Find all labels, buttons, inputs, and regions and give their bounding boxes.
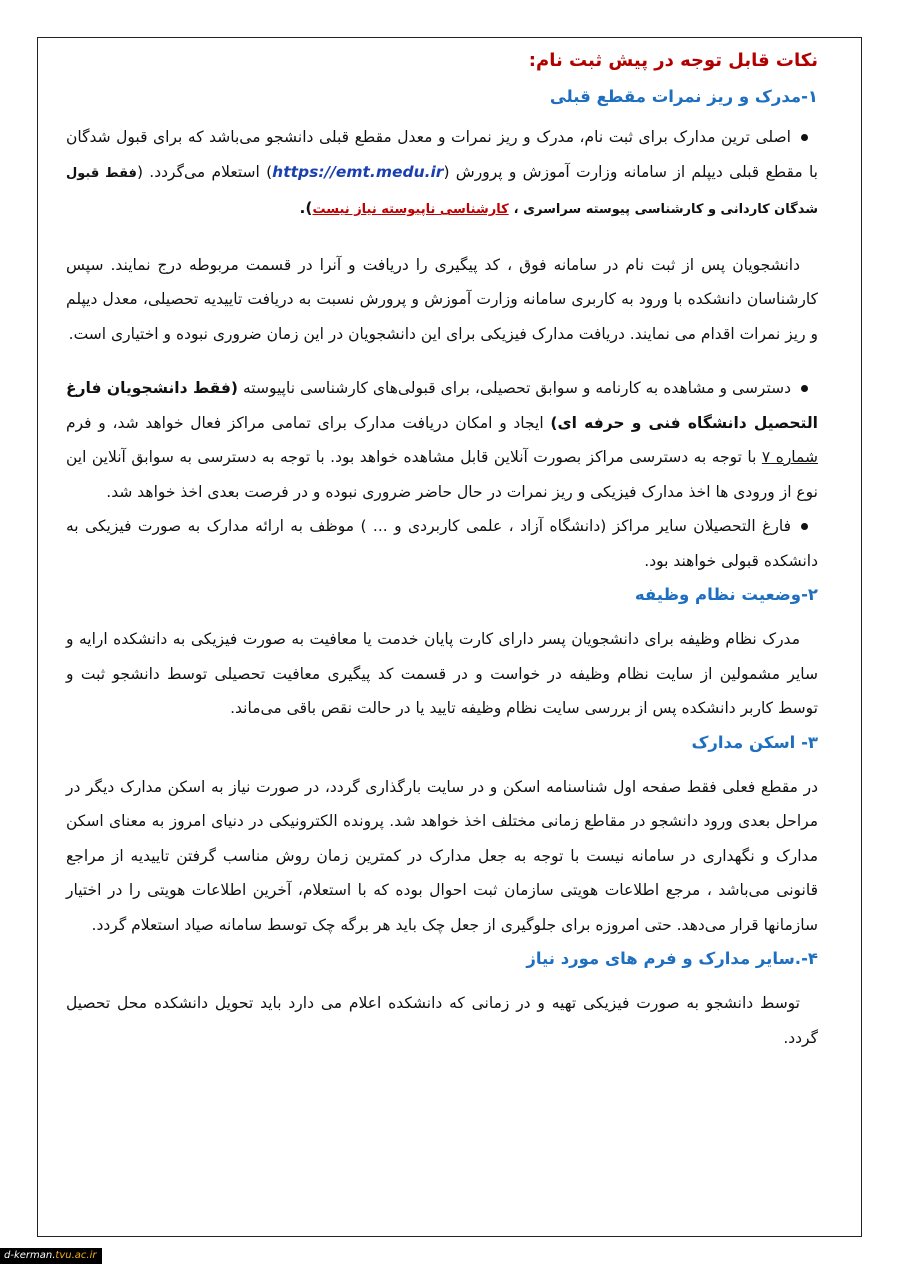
section-1-paragraph: دانشجویان پس از ثبت نام در سامانه فوق ، کد پیگیری را دریافت و آنرا در قسمت مربوطه درج نمایند. سپس کارشناسان دانشکده با ورود به کاربری سامانه وزارت آموزش و پرورش نسبت به دریافت تاییدیه تحصیلی، معدل دیپلم و ریز نمرات اقدام می نمایند. دریافت مدارک فیزیکی برای این دانشجویان در این زمان ضروری نبوده و اختیاری است. [66, 255, 818, 343]
section-1-bullet-3: فارغ التحصیلان سایر مراکز (دانشگاه آزاد ، علمی کاربردی و ... ) موظف به ارائه مدارک به صورت فیزیکی به دانشکده قبولی خواهند بود. [66, 517, 818, 570]
bullet-icon [801, 134, 808, 141]
document-body [66, 44, 818, 1055]
section-4-paragraph: توسط دانشجو به صورت فیزیکی تهیه و در زمانی که دانشکده اعلام می دارد باید تحویل دانشکده محل تحصیل گردد. [66, 994, 818, 1047]
section-3-title: ۳- اسکن مدارک [691, 732, 818, 752]
emt-link[interactable]: https://emt.medu.ir [272, 162, 444, 181]
section-2-title: ۲-وضعیت نظام وظیفه [634, 585, 818, 604]
section-2-paragraph: مدرک نظام وظیفه برای دانشجویان پسر دارای کارت پایان خدمت یا معافیت به صورت فیزیکی به دانشکده ارایه و سایر مشمولین از سایت نظام وظیفه در خواست و در قسمت کد پیگیری معافیت تحصیلی توسط دانشجو ثبت و توسط کاربر دانشکده پس از بررسی سایت نظام وظیفه تایید یا در حالت نقص باقی می‌ماند. [66, 630, 818, 717]
section-1-title: ۱-مدرک و ریز نمرات مقطع قبلی [549, 87, 818, 106]
red-note: کارشناسی ناپیوسته نیاز نیست [312, 202, 509, 217]
bullet-icon [801, 385, 808, 392]
section-1-bullet-2: دسترسی و مشاهده به کارنامه و سوابق تحصیلی، برای قبولی‌های کارشناسی ناپیوسته (فقط دانشجویان فارغ التحصیل دانشگاه فنی و حرفه ای) ایجاد و امکان دریافت مدارک برای تمامی مراکز فعال خواهد شد، و فرم شماره ۷ با توجه به دسترسی مراکز بصورت آنلاین قابل مشاهده خواهد بود. با توجه به دسترسی به سوابق آنلاین این نوع از ورودی ها اخذ مدارک فیزیکی و ریز نمرات در حال حاضر ضروری نبوده و در فرصت بعدی اخذ خواهد شد. [66, 379, 818, 501]
page-title: نکات قابل توجه در پیش ثبت نام: [528, 50, 818, 71]
section-4-title: ۴-.سایر مدارک و فرم های مورد نیاز [526, 949, 818, 968]
site-url-tag[interactable]: d-kerman.tvu.ac.ir [0, 1248, 102, 1264]
bullet-icon [801, 523, 808, 530]
section-3-paragraph: در مقطع فعلی فقط صفحه اول شناسنامه اسکن و در سایت بارگذاری گردد، در صورت نیاز به اسکن مدارک دیگر در مراحل بعدی ورود دانشجو در مقاطع زمانی مختلف اخذ خواهد شد. پرونده الکترونیکی در دنیای امروز به معنای اسکن مدارک و نگهداری در سامانه نیست با توجه به جعل مدارک در کمترین زمان روش مناسب گرفتن تاییدیه از مراجع قانونی می‌باشد ، مرجع اطلاعات هویتی سازمان ثبت احوال بوده که با استعلام، آخرین اطلاعات هویتی را در اختیار سازمانها قرار می‌دهد. حتی امروزه برای جلوگیری از جعل چک باید هر برگه چک توسط سامانه صیاد استعلام گردد. [66, 777, 818, 934]
admission-note: فقط قبول شدگان کاردانی و کارشناسی پیوسته سراسری ، [66, 165, 818, 217]
section-1-bullet-1: اصلی ترین مدارک برای ثبت نام، مدرک و ریز نمرات و معدل مقطع قبلی دانشجو می‌باشد که برای قبول شدگان با مقطع قبلی دیپلم از سامانه وزارت آموزش و پرورش (https://emt.medu.ir) استعلام می‌گردد. (فقط قبول شدگان کاردانی و کارشناسی پیوسته سراسری ، کارشناسی ناپیوسته نیاز نیست). [66, 128, 818, 217]
